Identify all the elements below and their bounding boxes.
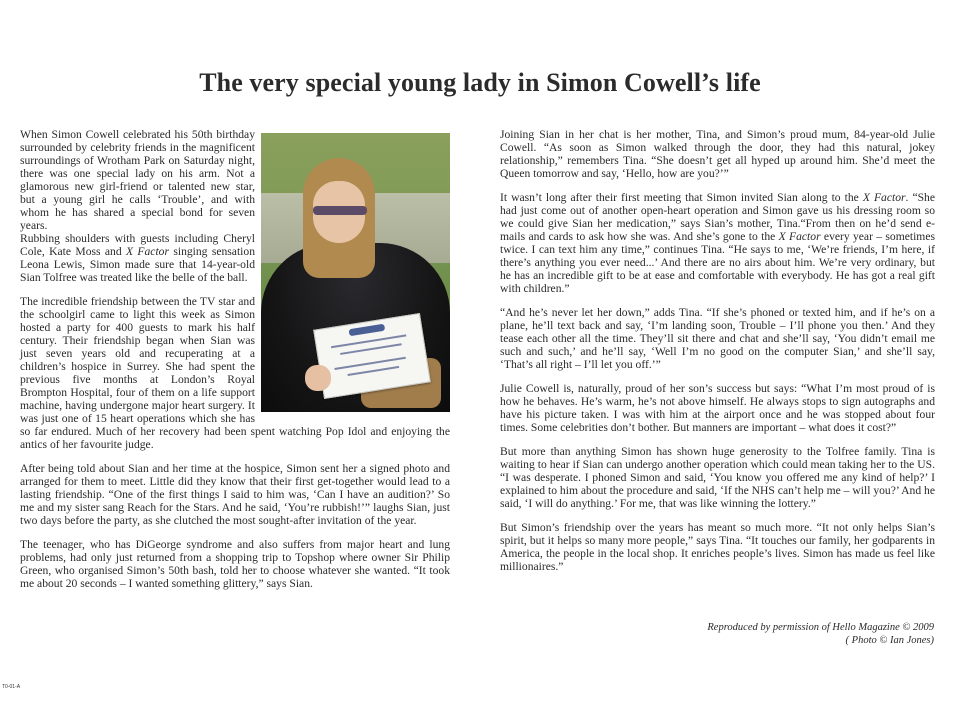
certificate-line [348,366,400,376]
right-paragraph-5: But more than anything Simon has shown huge generosity to the Tolfree family. Tina is waiting to hear if Sian can undergo another operation which could mean taking her to the US. “I was desperate. I phoned Simon and said, ‘You know you offered me any kind of help?’ I explained to him about the procedure and said, ‘If the NHS can’t help me – will you?’ And he said, ‘I will do anything.’ For me, that was like winning the lottery.” [500,445,935,510]
right-paragraph-2: It wasn’t long after their first meeting that Simon invited Sian along to the X Factor. “She had just come out of another open-heart operation and Simon gave us his dressing room so we could give Sian her medication,” says Sian’s mother, Tina.“From then on he’d send e-mails and cards to ask how she was. And she’s gone to the X Factor every year – sometimes twice. I can text him any time,” continues Tina. “He says to me, ‘We’re friends, I’m here, if there’s anything you ever need...’ And there are no airs about him. We’re very ordinary, but he has an incredible gift to be at ease and comfortable with everybody. He has got a real gift with children.” [500,191,936,295]
photo-hand [305,365,331,391]
certificate-seal [349,324,386,337]
left-paragraph-4: After being told about Sian and her time at the hospice, Simon sent her a signed photo and arranged for them to meet. Little did they know that their first get-together would lead to a lasting friendship. “One of the first things I said to him was, ‘Can I have an audition?’ So me and my sister sang Reach for the Stars. And he said, ‘You’re rubbish!’” laughs Sian, just two days before the party, as she clutched the most sought-after invitation of the year. [20,462,450,527]
right-paragraph-3: “And he’s never let her down,” adds Tina. “If she’s phoned or texted him, and if he’s on a plane, he’ll text back and say, ‘I’m landing soon, Trouble – I’ll phone you then.’ And they tease each other all the time. They’ll sit there and chat and she’ll say, ‘You didn’t email me such and such,’ and he’ll say, ‘Well I’m no good on the computer Sian,’ and she’ll say, ‘That’s all right – I’ll let you off.’” [500,306,935,371]
left-paragraph-3: The incredible friendship between the TV star and the schoolgirl came to light this week as Simon hosted a party for 400 guests to mark his half century. Their friendship began when Sian was just seven years old and recuperating at a children’s hospice in Surrey. She had spent the previous five months at London’s Royal Brompton Hospital, four of them on a life support machine, having undergone major heart surgery. It was just one of 15 heart operations which she has so far endured. Much of her recovery had been spent watching Pop Idol and enjoying the antics of her favourite judge. [20,295,450,451]
left-paragraph-5: The teenager, who has DiGeorge syndrome and also suffers from major heart and lung problems, had only just returned from a shopping trip to Topshop where owner Sir Philip Green, who organised Simon’s 50th bash, told her to choose whatever she wanted. “It took me about 20 seconds – I wanted something glittery,” says Sian. [20,538,450,590]
right-paragraph-6: But Simon’s friendship over the years has meant so much more. “It not only helps Sian’s spirit, but it helps so many more people,” says Tina. “It touches our family, her godparents in America, the people in the local shop. It enriches people’s lives. Simon has made us feel like millionaires.” [500,521,935,573]
left-paragraph-2: Rubbing shoulders with guests including Cheryl Cole, Kate Moss and X Factor singing sensation Leona Lewis, Simon made sure that 14-year-old Sian Tolfree was treated like the belle of the ball. [20,232,255,284]
headline: The very special young lady in Simon Cowell’s life [199,68,761,97]
left-column [20,128,450,601]
photo-glasses [313,206,367,215]
corner-mark: T0-01-A [2,684,21,690]
credit-line-2: ( Photo © Ian Jones) [845,635,934,646]
article-photo [261,133,450,412]
left-paragraph-1: When Simon Cowell celebrated his 50th birthday surrounded by celebrity friends in the magnificent surroundings of Wrotham Park on Saturday night, there was one special lady on his arm. Not a glamorous new girl-friend or talented new star, but a young girl he calls ‘Trouble’, and with whom he has shared a special bond for seven years. [20,128,255,232]
right-paragraph-1: Joining Sian in her chat is her mother, Tina, and Simon’s proud mum, 84-year-old Julie Cowell. “As soon as Simon walked through the door, they had this natural, jokey relationship,” remembers Tina. “She doesn’t get all hyped up around him. She’d meet the Queen tomorrow and say, ‘Hello, how are you?’” [500,128,935,180]
credit-line-1: Reproduced by permission of Hello Magazine © 2009 [707,622,934,633]
right-paragraph-4: Julie Cowell is, naturally, proud of her son’s success but says: “What I’m most proud of is how he behaves. He’s warm, he’s not above himself. He always stops to sign autographs and have his picture taken. I was with him at the airport once and he was stopped about four times. Some celebrities don’t bother. But manners are important – what does it cost?” [500,382,935,434]
right-column [500,128,935,584]
photo-credit [707,621,934,647]
